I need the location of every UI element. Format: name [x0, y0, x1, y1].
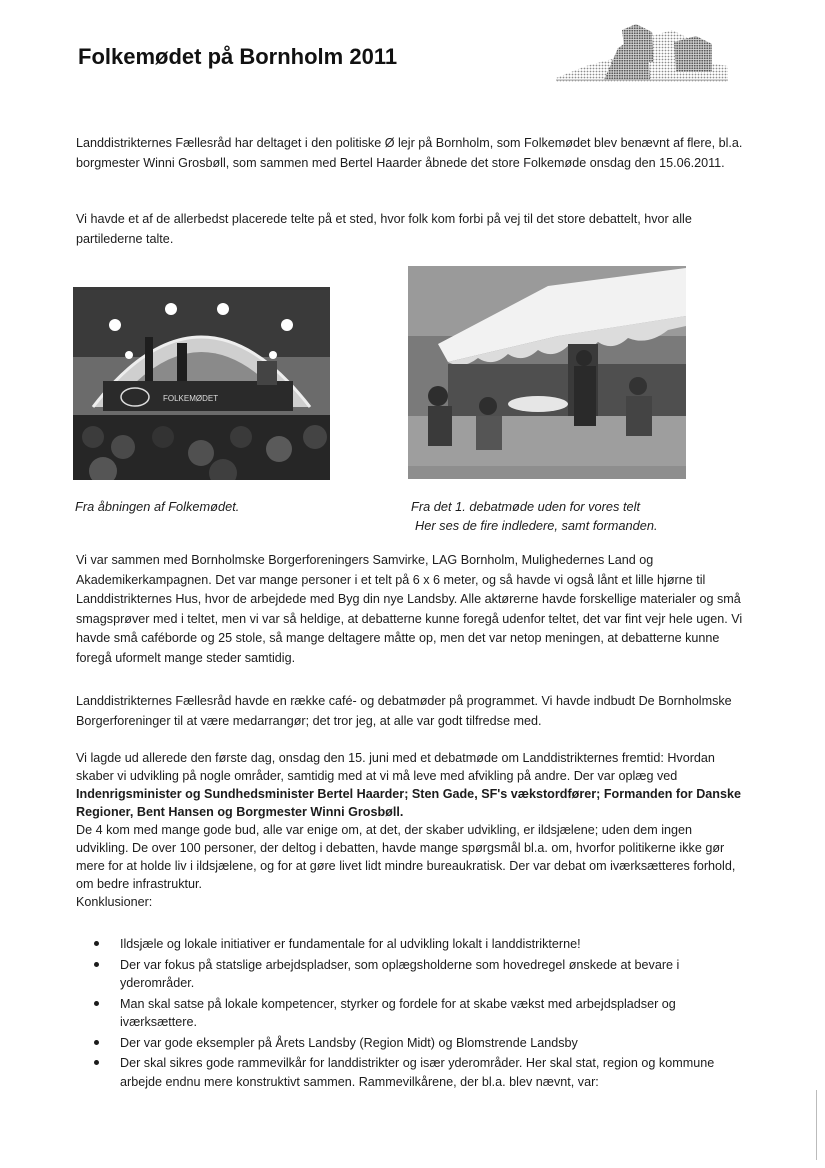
- caption-debate-line2: Her ses de fire indledere, samt formanden.: [415, 518, 658, 533]
- list-item: Der var fokus på statslige arbejdspladser, som oplægsholderne som hovedregel ønskede at bevare i yderområder.: [92, 956, 752, 993]
- conclusions-list: [92, 935, 752, 1093]
- list-item: Man skal satse på lokale kompetencer, styrker og fordele for at skabe vækst med arbejdspladser og iværksættere.: [92, 995, 752, 1032]
- village-logo-icon: [556, 22, 728, 84]
- program-paragraph: Landdistrikternes Fællesråd havde en række café- og debatmøder på programmet. Vi havde indbudt De Bornholmske Borgerforeninger til at være medarrangør; det tror jeg, at alle var godt tilfredse med.: [76, 694, 732, 728]
- first-debate-intro: Vi lagde ud allerede den første dag, onsdag den 15. juni med et debatmøde om Landdistrikternes fremtid: Hvordan skaber vi udvikling på nogle områder, samtidig med at vi må leve med afvikling på andre. Der var oplæg ved: [76, 751, 715, 783]
- conclusions-heading: Konklusioner:: [76, 895, 153, 909]
- list-item: Ildsjæle og lokale initiativer er fundamentale for al udvikling lokalt i landdistrikterne!: [92, 935, 752, 954]
- page-title: Folkemødet på Bornholm 2011: [78, 44, 398, 69]
- list-item: Der var gode eksempler på Årets Landsby (Region Midt) og Blomstrende Landsby: [92, 1034, 752, 1053]
- stage-banner-text: FOLKEMØDET: [163, 394, 219, 403]
- speakers-list: Indenrigsminister og Sundhedsminister Bertel Haarder; Sten Gade, SF's vækstordfører; Formanden for Danske Regioner, Bent Hansen og Borgmester Winni Grosbøll.: [76, 787, 742, 819]
- caption-debate-line1: Fra det 1. debatmøde uden for vores telt: [411, 499, 641, 514]
- opening-stage-photo: [73, 287, 330, 480]
- tent-location-paragraph: Vi havde et af de allerbedst placerede telte på et sted, hvor folk kom forbi på vej til det store debattelt, hvor alle partilederne talte.: [76, 212, 692, 246]
- intro-paragraph: Landdistrikternes Fællesråd har deltaget i den politiske Ø lejr på Bornholm, som Folkemødet blev benævnt af flere, bl.a. borgmester Winni Grosbøll, som sammen med Bertel Haarder åbnede det store Folkemøde onsdag den 15.06.2011.: [76, 136, 743, 170]
- list-item: Der skal sikres gode rammevilkår for landdistrikter og især yderområder. Her skal stat, region og kommune arbejde endnu mere konstruktivt sammen. Rammevilkårene, der bl.a. blev nævnt, var:: [92, 1054, 752, 1091]
- bullet-icon: [94, 941, 99, 946]
- first-debate-summary: De 4 kom med mange gode bud, alle var enige om, at det, der skaber udvikling, er ildsjælene; uden dem ingen udvikling. De over 100 personer, der deltog i debatten, havde mange spørgsmål bl.a. om, hvorfor politikerne ikke gør mere for at holde liv i ildsjælene, og for at gøre livet lidt mindre bureaukratisk. Der var debat om iværksætteres forhold, om bedre infrastruktur.: [76, 823, 736, 891]
- bullet-icon: [94, 962, 99, 967]
- first-debate-paragraph: [76, 749, 748, 911]
- bullet-icon: [94, 1001, 99, 1006]
- caption-debate: [411, 497, 658, 535]
- bullet-icon: [94, 1040, 99, 1045]
- partners-paragraph: Vi var sammen med Bornholmske Borgerforeningers Samvirke, LAG Bornholm, Mulighedernes Land og Akademikerkampagnen. Det var mange personer i et telt på 6 x 6 meter, og så havde vi også lånt et lille hjørne til Landdistrikternes Hus, hvor de arbejdede med Byg din nye Landsby. Alle aktørerne havde forskellige materialer og små smagsprøver med i teltet, men vi var så heldige, at debatterne kunne foregå udenfor teltet, det var fint vejr hele ugen. Vi havde små caféborde og 25 stole, så mange deltagere måtte op, men det var netop meningen, at debatterne kunne foregå uformelt mange steder samtidig.: [76, 553, 743, 665]
- caption-opening: Fra åbningen af Folkemødet.: [75, 499, 240, 514]
- bullet-icon: [94, 1060, 99, 1065]
- debate-tent-photo: [408, 266, 686, 479]
- scan-edge-divider: [816, 1090, 817, 1160]
